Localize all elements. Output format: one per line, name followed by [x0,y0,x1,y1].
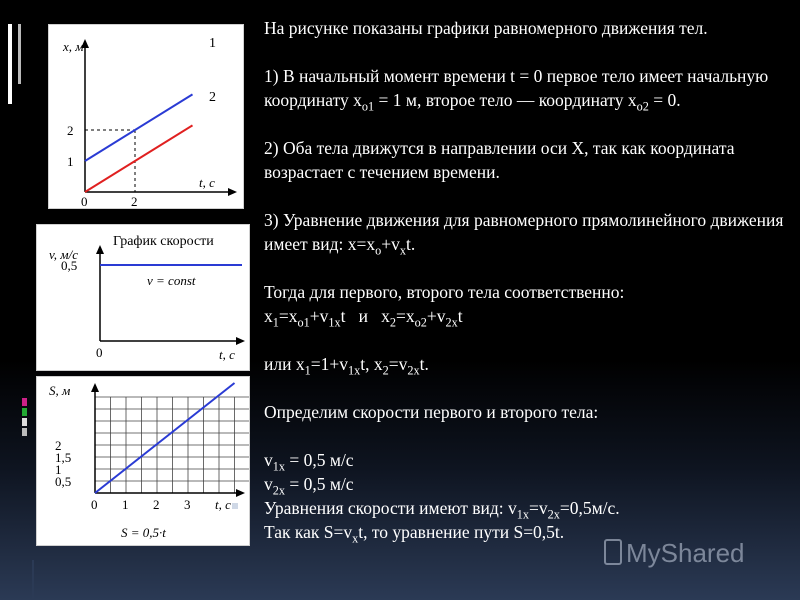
graph2-x-tick-label: 0 [96,345,103,360]
graph1-series-line-2 [85,125,193,192]
graph3-x-label: t, с [215,497,231,512]
bullet-icon [232,503,238,509]
graph1-line2-label: 2 [209,90,216,105]
graph2-y-label: v, м/с [49,247,78,262]
graph2-y-tick-label: 0,5 [61,258,78,273]
graph1-series-line-1 [85,94,193,161]
bullet-velocity-equations: Уравнения скорости имеют вид: $v_{1x}=v_{2x}=0,5м/с$. [264,496,792,520]
intro-paragraph: На рисунке показаны графики равномерного движения тел. [264,18,708,38]
graph2-annotation: v = const [147,273,196,288]
equations-substituted: или $x_1=1+v_{1x}t$, $x_2=v_{2x}t$. [264,354,429,378]
graph2-title: График скорости [113,234,214,249]
graph3-y-tick-label: 1,5 [55,450,72,465]
graph3-x-arrow [236,489,245,497]
graph1-x-tick-label: 0 [81,194,88,208]
graph-path [36,376,250,546]
paragraph-1: 1) В начальный момент времени t = 0 первое тело имеет начальную координату $x_{o1} = 1$ м, второе тело — координату $x_{o2} = 0$. [264,66,769,114]
graph2-svg [37,225,249,370]
graph3-x-tick-label: 0 [91,497,98,512]
graph1-x-arrow [228,188,237,196]
graph2-x-label: t, с [219,347,235,362]
graph2-x-arrow [236,337,245,345]
graph3-x-tick-label: 1 [122,497,129,512]
graph1-svg [49,25,243,208]
velocity-2: $v_{2x} = 0,5$ м/с [264,474,354,498]
graph3-y-label: S, м [49,383,71,398]
graph1-x-tick-label: 2 [131,194,138,208]
path-equation: Так как $S=v_xt$, то уравнение пути S=0,5t. [264,522,565,546]
graph3-y-arrow [91,383,99,392]
explanation-text [264,16,792,544]
graph3-y-tick-label: 1 [55,462,62,477]
graph3-series-line [95,383,235,493]
graph1-y-tick-label: 1 [67,154,74,169]
graph-coordinate-time [48,24,244,209]
graph1-x-label: t, с [199,175,215,190]
graph2-y-arrow [96,245,104,254]
paragraph-3: 3) Уравнение движения для равномерного прямолинейного движения имеет вид: $x=x_o+v_xt$. [264,210,784,258]
graph-velocity [36,224,250,371]
watermark-logo-icon [604,539,622,565]
graph3-y-tick-label: 0,5 [55,474,72,489]
graph3-y-tick-label: 2 [55,438,62,453]
graph1-y-label: x, м [63,39,84,54]
graph3-x-tick-label: 3 [184,497,191,512]
graph3-svg [37,377,249,545]
paragraph-5: Определим скорости первого и второго тела: [264,402,599,422]
graph1-y-tick-label: 2 [67,123,74,138]
graph3-formula: S = 0,5·t [121,525,166,540]
watermark: MyShared [604,536,784,570]
decorative-accents [0,0,40,600]
equations-line: $x_1=x_{o1}+v_{1x}t$ и $x_2=x_{o2}+v_{2x}t$ [264,306,463,330]
graph1-line1-label: 1 [209,36,216,51]
paragraph-4: Тогда для первого, второго тела соответственно: [264,282,625,302]
paragraph-2: 2) Оба тела движутся в направлении оси X, так как координата возрастает с течением времени. [264,138,735,182]
velocity-1: $v_{1x} = 0,5$ м/с [264,450,354,474]
graph3-x-tick-label: 2 [153,497,160,512]
